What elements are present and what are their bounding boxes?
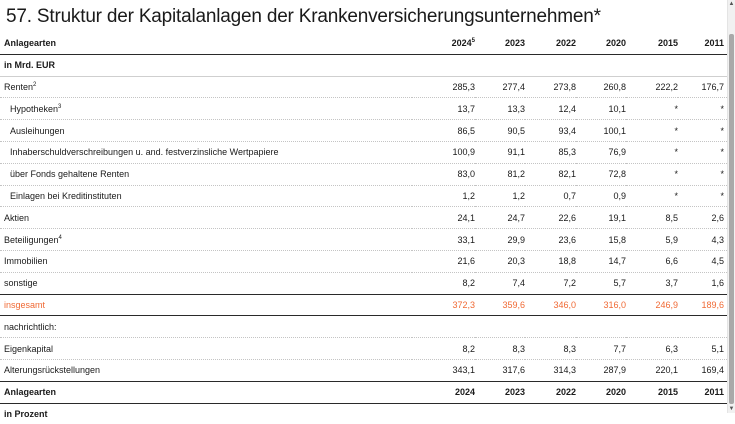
row-label: Aktien (0, 207, 412, 229)
cell-value: 90,5 (475, 120, 525, 142)
cell-value: 8,2 (412, 338, 475, 360)
cell-value: 6,3 (626, 338, 678, 360)
cell-value: 4,3 (678, 229, 727, 251)
investments-table (0, 33, 727, 424)
cell-value: 260,8 (576, 76, 626, 98)
cell-value: 2,6 (678, 207, 727, 229)
cell-value: * (626, 98, 678, 120)
column-header-year: 2020 (576, 33, 626, 54)
cell-value: 314,3 (525, 359, 576, 381)
cell-value: 33,1 (412, 229, 475, 251)
cell-value: 85,3 (525, 141, 576, 163)
row-label: Renten$^2$ (0, 76, 412, 98)
row-label: Alterungsrückstellungen (0, 359, 412, 381)
table-header-row (0, 33, 727, 54)
cell-value: 0,7 (525, 185, 576, 207)
memo-row (0, 359, 727, 381)
cell-value: 14,7 (576, 250, 626, 272)
cell-value: * (678, 185, 727, 207)
cell-value: 21,6 (412, 250, 475, 272)
total-value: 316,0 (576, 294, 626, 316)
total-value: 246,9 (626, 294, 678, 316)
column-header-year: 2020 (576, 381, 626, 403)
table-row (0, 120, 727, 142)
cell-value: 93,4 (525, 120, 576, 142)
cell-value: 7,7 (576, 338, 626, 360)
row-label: Eigenkapital (0, 338, 412, 360)
memo-row (0, 338, 727, 360)
column-header-year: 2023 (475, 33, 525, 54)
vertical-scrollbar[interactable] (727, 0, 735, 413)
cell-value: 317,6 (475, 359, 525, 381)
cell-value: 22,6 (525, 207, 576, 229)
table-row (0, 163, 727, 185)
cell-value: 4,5 (678, 250, 727, 272)
cell-value: 1,6 (678, 272, 727, 294)
table-header-row-2 (0, 381, 727, 403)
section-unit-row-2 (0, 403, 727, 424)
cell-value: 1,2 (475, 185, 525, 207)
total-value: 372,3 (412, 294, 475, 316)
row-label: Hypotheken$^3$ (0, 98, 412, 120)
table-row (0, 272, 727, 294)
cell-value: 1,2 (412, 185, 475, 207)
cell-value: 100,1 (576, 120, 626, 142)
row-label: Einlagen bei Kreditinstituten (0, 185, 412, 207)
cell-value: 23,6 (525, 229, 576, 251)
cell-value: 222,2 (626, 76, 678, 98)
column-header-year: 2011 (678, 33, 727, 54)
cell-value: * (678, 120, 727, 142)
cell-value: 0,9 (576, 185, 626, 207)
cell-value: 343,1 (412, 359, 475, 381)
cell-value: 100,9 (412, 141, 475, 163)
table-row (0, 141, 727, 163)
section-unit-label: in Prozent (4, 408, 48, 419)
table-row (0, 229, 727, 251)
column-header-year: 2015 (626, 33, 678, 54)
column-header-year: 2024$^5$ (412, 33, 475, 54)
cell-value: 12,4 (525, 98, 576, 120)
column-header-year: 2022 (525, 381, 576, 403)
cell-value: 76,9 (576, 141, 626, 163)
cell-value: * (626, 163, 678, 185)
row-label: Ausleihungen (0, 120, 412, 142)
column-header-year: 2011 (678, 381, 727, 403)
cell-value: 13,7 (412, 98, 475, 120)
scroll-down-arrow-icon[interactable]: ▼ (728, 406, 735, 412)
cell-value: 91,1 (475, 141, 525, 163)
cell-value: * (626, 141, 678, 163)
cell-value: 8,2 (412, 272, 475, 294)
cell-value: 13,3 (475, 98, 525, 120)
cell-value: 273,8 (525, 76, 576, 98)
column-header-year: 2022 (525, 33, 576, 54)
column-header-year: 2023 (475, 381, 525, 403)
cell-value: 169,4 (678, 359, 727, 381)
section-unit-row (0, 54, 727, 76)
cell-value: 24,7 (475, 207, 525, 229)
scrollbar-thumb[interactable] (729, 34, 734, 404)
table-row (0, 207, 727, 229)
total-label: insgesamt (0, 294, 412, 316)
row-label: sonstige (0, 272, 412, 294)
cell-value: * (678, 141, 727, 163)
column-header-year: 2015 (626, 381, 678, 403)
cell-value: 18,8 (525, 250, 576, 272)
cell-value: 3,7 (626, 272, 678, 294)
cell-value: 19,1 (576, 207, 626, 229)
cell-value: 86,5 (412, 120, 475, 142)
table-row (0, 98, 727, 120)
row-label: Immobilien (0, 250, 412, 272)
cell-value: 176,7 (678, 76, 727, 98)
total-value: 189,6 (678, 294, 727, 316)
table-row (0, 250, 727, 272)
cell-value: 8,5 (626, 207, 678, 229)
cell-value: * (626, 185, 678, 207)
memo-heading-row (0, 316, 727, 338)
cell-value: * (626, 120, 678, 142)
row-label: Beteiligungen$^4$ (0, 229, 412, 251)
cell-value: 287,9 (576, 359, 626, 381)
cell-value: 72,8 (576, 163, 626, 185)
scroll-up-arrow-icon[interactable]: ▲ (728, 1, 735, 7)
cell-value: 7,2 (525, 272, 576, 294)
column-header-year: 2024 (412, 381, 475, 403)
page-title: 57. Struktur der Kapitalanlagen der Krankenversicherungsunternehmen* (6, 6, 601, 27)
cell-value: * (678, 163, 727, 185)
row-label: über Fonds gehaltene Renten (0, 163, 412, 185)
memo-label: nachrichtlich: (0, 316, 727, 338)
cell-value: 8,3 (475, 338, 525, 360)
cell-value: 10,1 (576, 98, 626, 120)
row-label: Inhaberschuldverschreibungen u. and. festverzinsliche Wertpapiere (0, 141, 412, 163)
cell-value: 15,8 (576, 229, 626, 251)
cell-value: * (678, 98, 727, 120)
cell-value: 83,0 (412, 163, 475, 185)
section-unit-label: in Mrd. EUR (0, 54, 727, 76)
column-header-label: Anlagearten (0, 33, 412, 54)
cell-value: 8,3 (525, 338, 576, 360)
table-row (0, 76, 727, 98)
column-header-label: Anlagearten (0, 381, 412, 403)
total-value: 359,6 (475, 294, 525, 316)
total-row (0, 294, 727, 316)
cell-value: 285,3 (412, 76, 475, 98)
cell-value: 7,4 (475, 272, 525, 294)
cell-value: 24,1 (412, 207, 475, 229)
cell-value: 29,9 (475, 229, 525, 251)
cell-value: 82,1 (525, 163, 576, 185)
cell-value: 5,7 (576, 272, 626, 294)
cell-value: 20,3 (475, 250, 525, 272)
total-value: 346,0 (525, 294, 576, 316)
cell-value: 5,1 (678, 338, 727, 360)
cell-value: 220,1 (626, 359, 678, 381)
cell-value: 5,9 (626, 229, 678, 251)
table-row (0, 185, 727, 207)
cell-value: 6,6 (626, 250, 678, 272)
cell-value: 277,4 (475, 76, 525, 98)
cell-value: 81,2 (475, 163, 525, 185)
